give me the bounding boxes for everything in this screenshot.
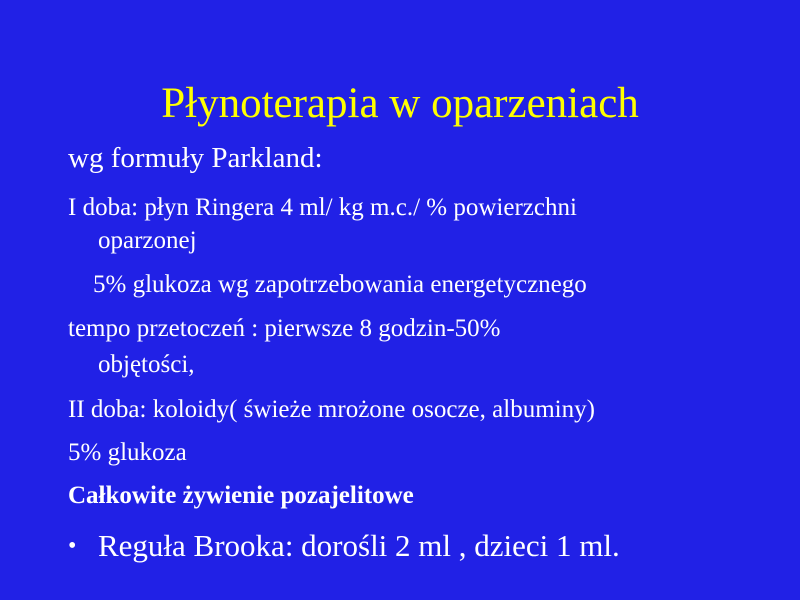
text-line-5: objętości, bbox=[98, 351, 195, 378]
text-line-6: II doba: koloidy( świeże mrożone osocze, albuminy) bbox=[68, 396, 595, 423]
text-line-3: 5% glukoza wg zapotrzebowania energetycznego bbox=[93, 271, 587, 298]
text-line-4: tempo przetoczeń : pierwsze 8 godzin-50% bbox=[68, 315, 501, 342]
text-line-2: oparzonej bbox=[98, 227, 197, 254]
bullet-item: Reguła Brooka: dorośli 2 ml , dzieci 1 ml. bbox=[98, 528, 620, 563]
bold-line: Całkowite żywienie pozajelitowe bbox=[68, 482, 414, 509]
text-line-1: I doba: płyn Ringera 4 ml/ kg m.c./ % powierzchni bbox=[68, 194, 577, 221]
slide-title: Płynoterapia w oparzeniach bbox=[161, 80, 639, 127]
bullet-dot-icon: • bbox=[68, 533, 77, 559]
subtitle: wg formuły Parkland: bbox=[68, 142, 323, 174]
text-line-7: 5% glukoza bbox=[68, 439, 187, 466]
